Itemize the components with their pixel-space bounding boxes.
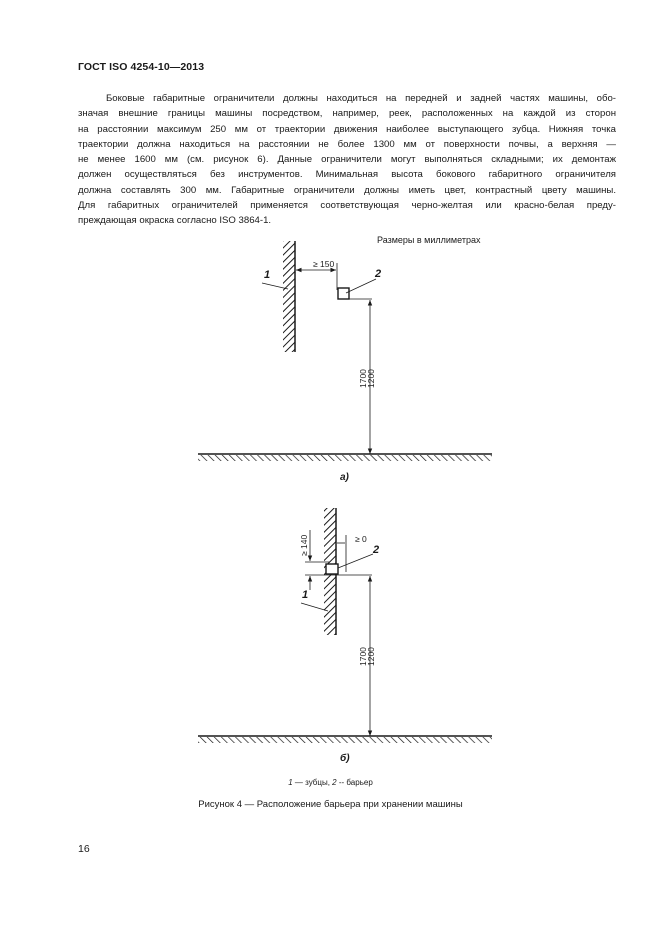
paragraph-line: значая внешние границы машины посредством, например, реек, расположенных на каждой из сторон	[78, 108, 616, 120]
dim-label-horizontal: ≥ 150	[313, 259, 335, 269]
callout-number-1b: 1	[302, 589, 309, 601]
legend-num-2: 2	[332, 778, 337, 787]
figure-b	[198, 508, 492, 743]
sub-figure-label-a: а)	[340, 472, 349, 483]
callout-leader-1b	[301, 603, 328, 611]
callout-leader-2	[346, 279, 376, 293]
paragraph-line: Для габаритных ограничителей применяется соответствующая черно-желтая или красно-белая преду-	[78, 200, 616, 212]
paragraph-line: траектории должна находиться на расстоянии не более 1300 мм от поверхности почвы, а верхняя —	[78, 138, 616, 150]
callout-leader-2b	[338, 554, 373, 568]
legend-num-1: 1	[288, 778, 293, 787]
gap-dim-label: ≥ 0	[355, 534, 367, 544]
ground-hatch-b	[198, 737, 492, 743]
page-number: 16	[78, 843, 90, 855]
figure-caption: Рисунок 4 — Расположение барьера при хранении машины	[198, 799, 463, 810]
dim-label-vertical-b1: 1700	[358, 647, 368, 666]
ground-hatch-a	[198, 455, 492, 461]
callout-number-2: 2	[375, 268, 382, 280]
paragraph-line: преждающая окраска согласно ISO 3864-1.	[78, 215, 272, 227]
barrier-a	[338, 288, 349, 299]
overlap-dim-label: ≥ 140	[299, 534, 309, 556]
units-note: Размеры в миллиметрах	[377, 235, 481, 245]
legend-text-2: -- барьер	[336, 778, 373, 787]
paragraph-line: должен осуществляться без инструментов. Минимальная высота бокового габаритного ограничителя	[78, 169, 616, 181]
callout-number-2b: 2	[373, 544, 380, 556]
figure-a	[198, 241, 492, 461]
paragraph-line: не менее 1600 мм (см. рисунок 6). Данные ограничители могут выполняться складными; их демонтаж	[78, 154, 616, 166]
callout-number-1: 1	[264, 269, 271, 281]
figure-legend	[0, 778, 661, 787]
dim-label-vertical-b2: 1200	[366, 647, 376, 666]
document-header: ГОСТ ISO 4254-10—2013	[78, 61, 205, 73]
paragraph-line: Боковые габаритные ограничители должны находиться на передней и задней частях машины, обо-	[106, 93, 616, 104]
legend-text-1: — зубцы,	[292, 778, 333, 787]
paragraph-line: должна составлять 300 мм. Габаритные ограничители должны иметь цвет, контрастный цвету машины.	[78, 184, 616, 196]
tines-hatch-a	[283, 241, 295, 352]
dim-label-vertical-2: 1200	[366, 369, 376, 388]
dim-label-vertical-1: 1700	[358, 369, 368, 388]
barrier-b	[326, 564, 338, 574]
sub-figure-label-b: б)	[340, 753, 350, 764]
paragraph-line: на расстоянии максимум 250 мм от траектории движения наиболее выступающего зубца. Нижняя точка	[78, 123, 616, 135]
